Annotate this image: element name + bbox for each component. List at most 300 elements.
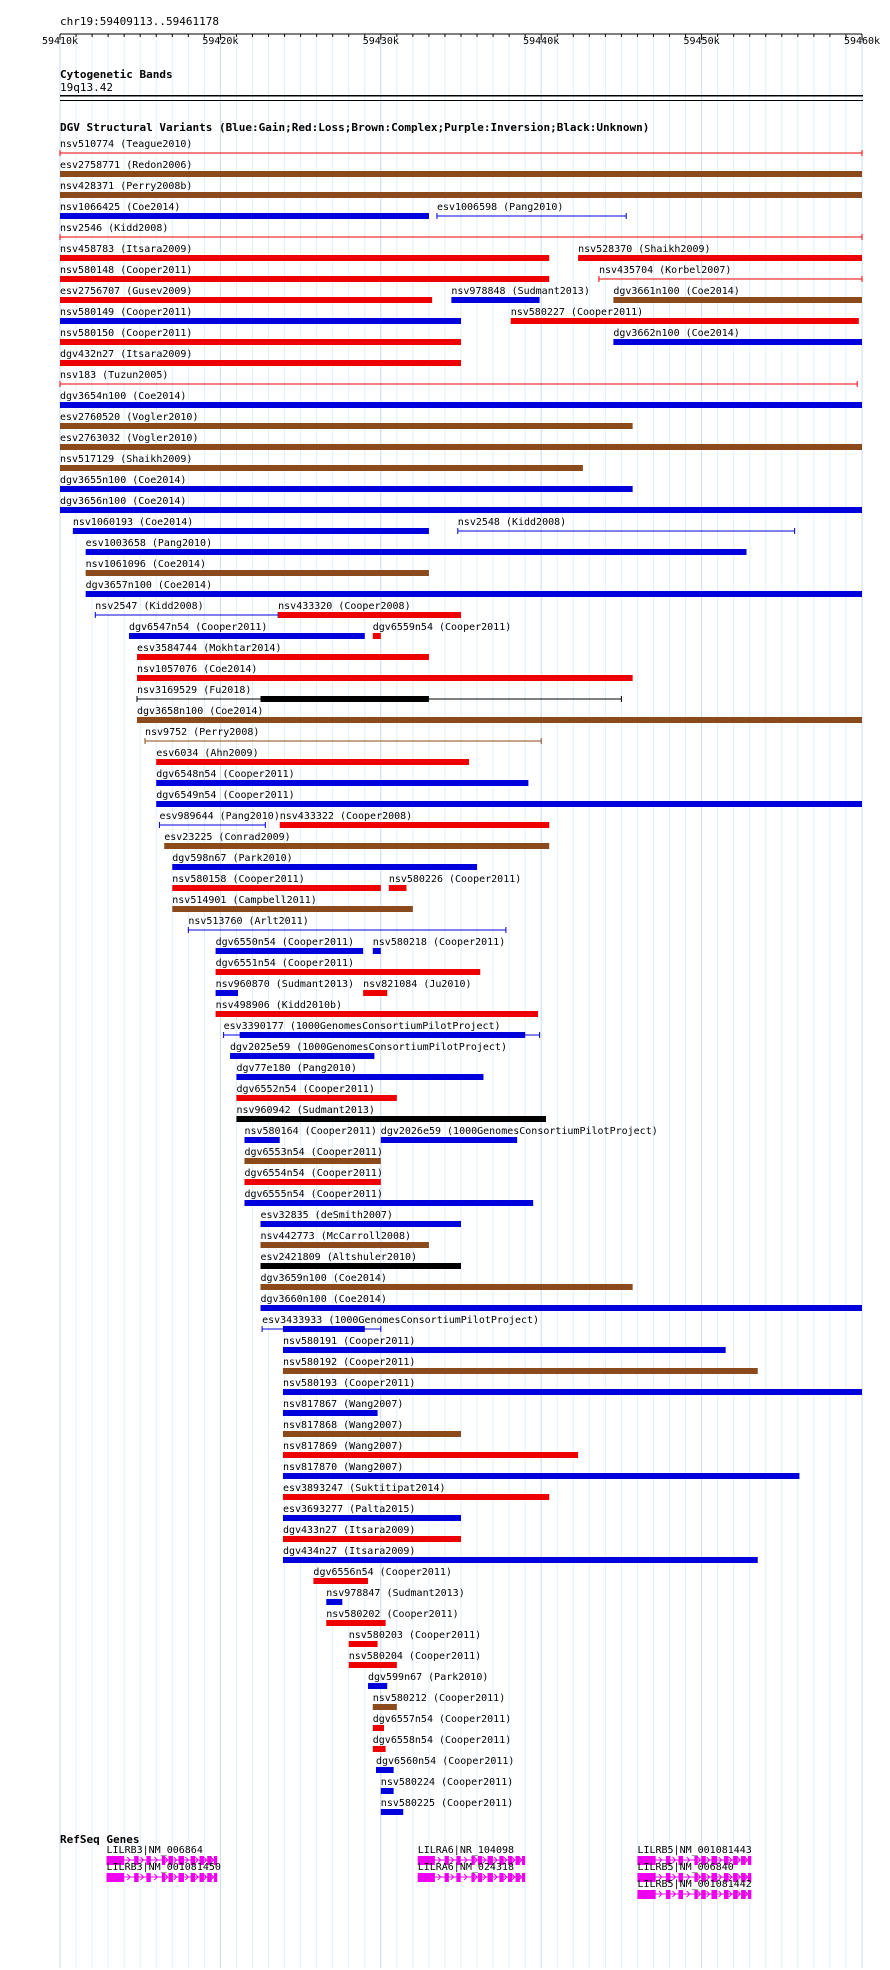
gene-exon: [478, 1873, 482, 1882]
variant-label: esv2758771 (Redon2006): [60, 160, 193, 171]
variant-label: dgv2026e59 (1000GenomesConsortiumPilotProject): [380, 1126, 658, 1137]
variant-bar: [129, 633, 365, 639]
variant: [216, 937, 364, 954]
variant-label: nsv580148 (Cooper2011): [60, 265, 193, 276]
variant: [373, 1714, 511, 1731]
variant-label: nsv580226 (Cooper2011): [388, 874, 522, 885]
ruler-tick-label: 59410k: [41, 36, 79, 47]
variant-label: esv1006598 (Pang2010): [436, 202, 564, 213]
variant-bar: [244, 1137, 279, 1143]
variant: [73, 517, 429, 534]
variant-label: nsv821084 (Ju2010): [363, 979, 472, 990]
variant-bar: [216, 1011, 538, 1017]
variant-label: nsv580193 (Cooper2011): [282, 1378, 416, 1389]
variant-label: nsv458783 (Itsara2009): [60, 244, 193, 255]
variant: [373, 622, 511, 639]
variant: [137, 706, 862, 723]
variant-label: dgv6551n54 (Cooper2011): [215, 958, 355, 969]
variant-bar: [86, 591, 862, 597]
variant-label: nsv580203 (Cooper2011): [348, 1630, 482, 1641]
variant: [216, 958, 481, 975]
variant-label: dgv6547n54 (Cooper2011): [128, 622, 268, 633]
gene: [107, 1862, 221, 1882]
variant-label: dgv3659n100 (Coe2014): [260, 1273, 387, 1284]
variant: [578, 244, 862, 261]
variant-bar: [156, 780, 528, 786]
variant-bar: [172, 864, 477, 870]
variant-label: dgv6550n54 (Cooper2011): [215, 937, 355, 948]
variant-bar: [172, 885, 381, 891]
variant-bar: [60, 192, 862, 198]
ruler-tick-label: 59430k: [362, 36, 399, 47]
gene-exon: [178, 1873, 184, 1882]
variant-bar: [60, 360, 461, 366]
variant: [278, 601, 461, 618]
gene-label: LILRA6|NR_104098: [417, 1845, 515, 1856]
variant-bar: [261, 1242, 429, 1248]
gene-exon: [488, 1873, 493, 1882]
variant: [60, 328, 461, 345]
variant-label: nsv580149 (Cooper2011): [60, 307, 193, 318]
variant-label: dgv6559n54 (Cooper2011): [372, 622, 512, 633]
variant-bar: [278, 612, 461, 618]
variant-label: esv3693277 (Palta2015): [282, 1504, 416, 1515]
variant-label: dgv3656n100 (Coe2014): [60, 496, 187, 507]
variant: [95, 601, 278, 618]
gene-exon: [724, 1890, 729, 1899]
variant: [244, 1189, 533, 1206]
variant-bar: [244, 1158, 380, 1164]
variant-label: esv989644 (Pang2010): [159, 811, 280, 822]
variant-label: dgv6549n54 (Cooper2011): [156, 790, 295, 801]
variant-bar: [283, 1452, 578, 1458]
variant: [172, 853, 477, 870]
variant-label: dgv3661n100 (Coe2014): [613, 286, 740, 297]
gene: [637, 1879, 751, 1899]
gene-exon: [733, 1890, 738, 1899]
variant-bar: [60, 339, 461, 345]
variant-label: nsv428371 (Perry2008b): [60, 181, 193, 192]
variant-bar: [283, 1473, 799, 1479]
variant: [60, 370, 857, 387]
variant-bar: [156, 801, 862, 807]
variant: [283, 1546, 758, 1563]
variant-label: nsv442773 (McCarroll2008): [260, 1231, 412, 1242]
variant: [283, 1441, 578, 1458]
gene-exon: [445, 1873, 449, 1882]
variant: [224, 1021, 540, 1038]
variant: [283, 1378, 862, 1395]
variant-label: esv1003658 (Pang2010): [85, 538, 213, 549]
variant-label: esv2756707 (Gusev2009): [60, 286, 193, 297]
variant-bar: [283, 1431, 461, 1437]
variant-bar: [164, 843, 549, 849]
variant-bar: [451, 297, 539, 303]
variant: [261, 1273, 633, 1290]
gene-label: LILRB3|NM_001081450: [106, 1862, 221, 1873]
variant-bar: [216, 948, 364, 954]
ruler-tick-label: 59450k: [683, 36, 720, 47]
variant-label: nsv3169529 (Fu2018): [136, 685, 252, 696]
variant-label: dgv6553n54 (Cooper2011): [244, 1147, 383, 1158]
refseq-track-title: RefSeq Genes: [60, 1833, 140, 1846]
variant-label: nsv580224 (Cooper2011): [380, 1777, 514, 1788]
variant-bar: [60, 276, 549, 282]
variant-bar: [236, 1095, 396, 1101]
variant-bar: [373, 1746, 386, 1752]
variant-bar: [244, 1179, 380, 1185]
variant: [262, 1315, 539, 1332]
variant-label: nsv1066425 (Coe2014): [60, 202, 181, 213]
variant-bar: [60, 423, 633, 429]
ruler-tick-label: 59460k: [843, 36, 881, 47]
variant: [60, 265, 549, 282]
variant-label: dgv6555n54 (Cooper2011): [244, 1189, 383, 1200]
variant-label: esv6034 (Ahn2009): [156, 748, 259, 759]
variant: [261, 1231, 429, 1248]
variant-bar: [60, 297, 432, 303]
variant-label: dgv77e180 (Pang2010): [236, 1063, 357, 1074]
variant-thick-segment: [283, 1326, 365, 1332]
variant-bar: [60, 171, 862, 177]
gene-exon: [711, 1890, 717, 1899]
variant-label: nsv528370 (Shaikh2009): [578, 244, 711, 255]
variant-label: dgv3658n100 (Coe2014): [136, 706, 264, 717]
variant-bar: [60, 402, 862, 408]
variant-bar: [613, 339, 862, 345]
gene-exon: [522, 1856, 525, 1865]
variant-label: esv23225 (Conrad2009): [164, 832, 291, 843]
variant: [613, 286, 862, 303]
variant: [381, 1126, 658, 1143]
variant: [458, 517, 795, 534]
variant-bar: [216, 990, 238, 996]
variant-label: esv2421809 (Altshuler2010): [260, 1252, 418, 1263]
variant-label: nsv817869 (Wang2007): [282, 1441, 404, 1452]
variant-bar: [349, 1641, 378, 1647]
ruler-tick-label: 59420k: [202, 36, 239, 47]
variant-bar: [244, 1200, 533, 1206]
variant-bar: [230, 1053, 374, 1059]
variant-label: dgv433n27 (Itsara2009): [282, 1525, 416, 1536]
variant-bar: [60, 507, 862, 513]
variant-bar: [363, 990, 387, 996]
variant-label: dgv3654n100 (Coe2014): [60, 391, 187, 402]
variant-label: dgv3660n100 (Coe2014): [260, 1294, 387, 1305]
variant: [60, 454, 583, 471]
gene-exon: [214, 1873, 217, 1882]
gene-exon: [418, 1873, 435, 1882]
variant-bar: [283, 1368, 758, 1374]
variant-bar: [511, 318, 859, 324]
variant: [137, 685, 621, 702]
variant-label: esv3584744 (Mokhtar2014): [136, 643, 282, 654]
gene-exon: [748, 1890, 751, 1899]
variant-bar: [381, 1788, 394, 1794]
variant: [60, 412, 633, 429]
variant-label: dgv2025e59 (1000GenomesConsortiumPilotProject): [230, 1042, 507, 1053]
variant: [236, 1063, 483, 1080]
gene-exon: [666, 1890, 671, 1899]
variant-bar: [578, 255, 862, 261]
variant-bar: [313, 1578, 368, 1584]
variant-bar: [236, 1116, 546, 1122]
variant: [60, 286, 432, 303]
variant-bar: [86, 549, 747, 555]
gene-exon: [168, 1873, 172, 1882]
variant-bar: [283, 1389, 862, 1395]
variant-bar: [280, 822, 549, 828]
variant: [368, 1672, 488, 1689]
variant-label: dgv3662n100 (Coe2014): [613, 328, 740, 339]
variant-label: nsv580158 (Cooper2011): [172, 874, 305, 885]
variant-thick-segment: [240, 1032, 526, 1038]
variant-label: nsv580227 (Cooper2011): [510, 307, 644, 318]
variant-bar: [86, 570, 429, 576]
variant-bar: [283, 1494, 549, 1500]
variant: [60, 475, 633, 492]
variant-label: nsv817870 (Wang2007): [282, 1462, 404, 1473]
variant: [60, 349, 461, 366]
variant: [137, 664, 633, 681]
variant: [261, 1252, 462, 1269]
variant-label: dgv3655n100 (Coe2014): [60, 475, 187, 486]
variant: [326, 1588, 464, 1605]
variant-label: nsv1061096 (Coe2014): [85, 559, 207, 570]
variant-label: nsv817868 (Wang2007): [282, 1420, 404, 1431]
gene-label: LILRB3|NM_006864: [106, 1845, 203, 1856]
variant-bar: [137, 717, 862, 723]
variant-thick-segment: [261, 696, 429, 702]
variant-label: nsv517129 (Shaikh2009): [60, 454, 193, 465]
variant: [373, 1735, 511, 1752]
gene-exon: [146, 1873, 150, 1882]
variant-label: nsv580150 (Cooper2011): [60, 328, 193, 339]
variant: [599, 265, 862, 282]
cytoband-label: 19q13.42: [60, 81, 113, 94]
gene-exon: [191, 1873, 195, 1882]
variant-bar: [381, 1809, 403, 1815]
variant: [283, 1504, 461, 1521]
variant: [236, 1105, 546, 1122]
variant-bar: [373, 1704, 397, 1710]
variant-bar: [60, 486, 633, 492]
variant-bar: [368, 1683, 387, 1689]
variant: [283, 1357, 758, 1374]
variant-label: nsv580202 (Cooper2011): [326, 1609, 459, 1620]
variant-label: nsv1060193 (Coe2014): [72, 517, 194, 528]
variant-label: nsv435704 (Korbel2007): [598, 265, 732, 276]
variant: [244, 1168, 382, 1185]
variant-label: dgv6560n54 (Cooper2011): [375, 1756, 515, 1767]
gene: [418, 1862, 525, 1882]
variant: [137, 643, 429, 660]
variant: [283, 1420, 461, 1437]
variant-bar: [373, 1725, 384, 1731]
variant-bar: [326, 1599, 342, 1605]
variant-label: nsv514901 (Campbell2011): [172, 895, 317, 906]
variant-bar: [137, 675, 633, 681]
variant-label: dgv6554n54 (Cooper2011): [244, 1168, 383, 1179]
variant-bar: [373, 948, 381, 954]
variant: [172, 874, 381, 891]
gene-label: LILRB5|NM_006840: [637, 1862, 734, 1873]
variant-bar: [261, 1263, 462, 1269]
dgv-track-title: DGV Structural Variants (Blue:Gain;Red:Loss;Brown:Complex;Purple:Inversion;Black:Unknown): [60, 121, 650, 134]
variant-label: esv2760520 (Vogler2010): [60, 412, 199, 423]
variant: [613, 328, 862, 345]
variant-bar: [283, 1557, 758, 1563]
variant: [159, 811, 279, 828]
variant-label: dgv432n27 (Itsara2009): [60, 349, 193, 360]
variant-bar: [283, 1410, 378, 1416]
variant: [261, 1210, 462, 1227]
variant-bar: [283, 1536, 461, 1542]
variant: [156, 748, 469, 765]
variant-label: dgv598n67 (Park2010): [172, 853, 293, 864]
variant-label: nsv960870 (Sudmant2013): [215, 979, 355, 990]
variant-bar: [60, 444, 862, 450]
gene-exon: [107, 1873, 125, 1882]
variant: [156, 769, 528, 786]
cytoband-bar: [60, 95, 863, 97]
variant: [389, 874, 521, 891]
variant-label: esv3433933 (1000GenomesConsortiumPilotProject): [262, 1315, 540, 1326]
gene-exon: [522, 1873, 525, 1882]
variant: [244, 1126, 376, 1143]
variant-label: nsv510774 (Teague2010): [60, 139, 193, 150]
variant-bar: [172, 906, 413, 912]
variant-bar: [236, 1074, 483, 1080]
gene-label: LILRA6|NM_024318: [417, 1862, 515, 1873]
variant: [326, 1609, 458, 1626]
variant-label: nsv978848 (Sudmant2013): [451, 286, 590, 297]
variant-label: nsv580164 (Cooper2011): [244, 1126, 377, 1137]
variant: [373, 1693, 505, 1710]
variant-bar: [283, 1515, 461, 1521]
track-divider: [60, 100, 863, 101]
variant-label: nsv580192 (Cooper2011): [282, 1357, 416, 1368]
variant: [373, 937, 505, 954]
variant-bar: [73, 528, 429, 534]
variant: [60, 244, 549, 261]
variant-bar: [156, 759, 469, 765]
variant-label: esv2763032 (Vogler2010): [60, 433, 199, 444]
variant: [60, 202, 429, 219]
variant-label: nsv183 (Tuzun2005): [60, 370, 169, 381]
variant-bar: [261, 1284, 633, 1290]
variant-label: dgv6558n54 (Cooper2011): [372, 1735, 512, 1746]
variant: [511, 307, 859, 324]
variant-bar: [261, 1305, 863, 1311]
variant: [145, 727, 541, 744]
variant-bar: [326, 1620, 385, 1626]
variant: [164, 832, 549, 849]
variant-label: nsv817867 (Wang2007): [282, 1399, 404, 1410]
variant-label: esv3390177 (1000GenomesConsortiumPilotProject): [223, 1021, 501, 1032]
variant-label: esv3893247 (Suktitipat2014): [282, 1483, 446, 1494]
variant: [129, 622, 365, 639]
variant: [283, 1399, 403, 1416]
variant-bar: [381, 1137, 517, 1143]
variant: [261, 1294, 863, 1311]
variant: [86, 538, 747, 555]
gene-exon: [637, 1890, 655, 1899]
variant-label: nsv2548 (Kidd2008): [457, 517, 567, 528]
ruler-tick-label: 59440k: [523, 36, 560, 47]
variant: [236, 1084, 396, 1101]
variant: [244, 1147, 382, 1164]
variant-label: dgv6557n54 (Cooper2011): [372, 1714, 512, 1725]
variant: [86, 580, 862, 597]
variant-bar: [349, 1662, 397, 1668]
variant-label: nsv9752 (Perry2008): [145, 727, 260, 738]
gene-exon: [456, 1873, 460, 1882]
gene-exon: [134, 1873, 138, 1882]
variant-label: nsv2547 (Kidd2008): [95, 601, 204, 612]
variant-label: nsv960942 (Sudmant2013): [236, 1105, 375, 1116]
variant-bar: [60, 318, 461, 324]
gene-exon: [701, 1890, 706, 1899]
variant-bar: [216, 969, 481, 975]
variant-label: dgv6556n54 (Cooper2011): [313, 1567, 452, 1578]
variant: [60, 307, 461, 324]
variant-label: dgv599n67 (Park2010): [367, 1672, 489, 1683]
variant: [451, 286, 589, 303]
variant-bar: [389, 885, 407, 891]
variant: [172, 895, 413, 912]
gene-exon: [499, 1873, 503, 1882]
variant-bar: [60, 465, 583, 471]
variant-label: dgv6548n54 (Cooper2011): [156, 769, 295, 780]
variant-label: nsv978847 (Sudmant2013): [326, 1588, 465, 1599]
variant-bar: [613, 297, 862, 303]
variant-label: dgv6552n54 (Cooper2011): [236, 1084, 375, 1095]
gene-exon: [733, 1856, 738, 1865]
region-label: chr19:59409113..59461178: [60, 15, 219, 28]
variant-bar: [283, 1347, 726, 1353]
gene-label: LILRB5|NM_001081443: [637, 1845, 752, 1856]
variant-label: nsv2546 (Kidd2008): [60, 223, 169, 234]
variant-label: nsv498906 (Kidd2010b): [215, 1000, 343, 1011]
variant-label: nsv580225 (Cooper2011): [380, 1798, 514, 1809]
variant-label: nsv433320 (Cooper2008): [278, 601, 411, 612]
variant: [188, 916, 506, 933]
variant: [283, 1525, 461, 1542]
variant: [363, 979, 471, 996]
variant-label: dgv434n27 (Itsara2009): [282, 1546, 416, 1557]
variant-label: nsv580191 (Cooper2011): [282, 1336, 416, 1347]
variant-label: nsv513760 (Arlt2011): [188, 916, 309, 927]
variant-bar: [261, 1221, 462, 1227]
cytoband-track-title: Cytogenetic Bands: [60, 68, 173, 81]
variant: [283, 1336, 726, 1353]
gene-label: LILRB5|NM_001081442: [637, 1879, 752, 1890]
variant-label: esv32835 (deSmith2007): [260, 1210, 393, 1221]
variant: [216, 1000, 538, 1017]
variant-bar: [137, 654, 429, 660]
variant-label: nsv580218 (Cooper2011): [372, 937, 506, 948]
gene-exon: [748, 1856, 751, 1865]
variant-label: nsv433322 (Cooper2008): [279, 811, 413, 822]
variant-label: nsv1057076 (Coe2014): [136, 664, 258, 675]
variant-bar: [373, 633, 381, 639]
variant-bar: [60, 213, 429, 219]
variant: [86, 559, 429, 576]
variant-label: dgv3657n100 (Coe2014): [85, 580, 213, 591]
variant-label: nsv580212 (Cooper2011): [372, 1693, 506, 1704]
variant: [230, 1042, 507, 1059]
